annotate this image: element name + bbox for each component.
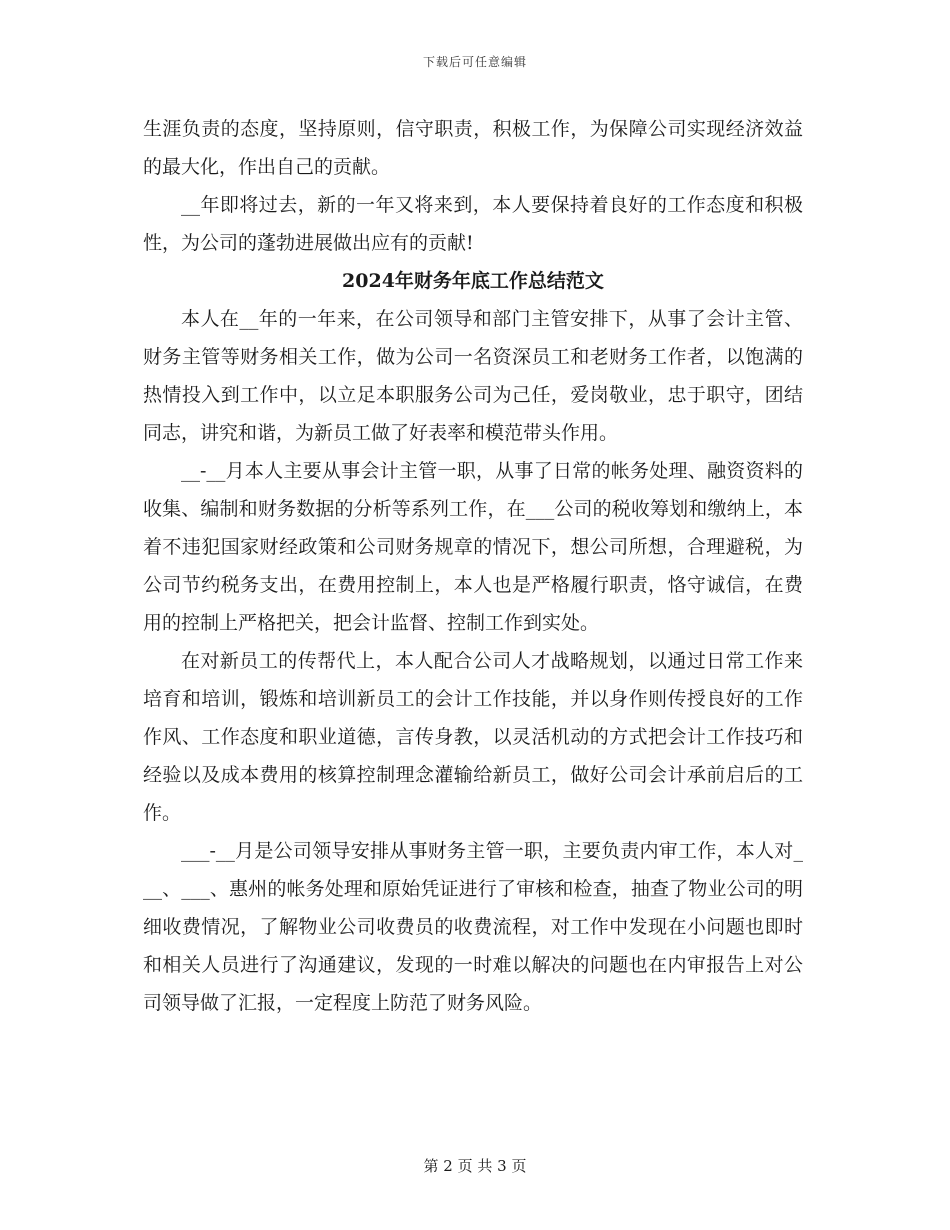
paragraph-closing: __年即将过去，新的一年又将来到，本人要保持着良好的工作态度和积极性，为公司的蓬勃进展做出应有的贡献! bbox=[143, 194, 803, 254]
page-header-note: 下载后可任意编辑 bbox=[422, 55, 527, 69]
page-number-footer: 第 2 页 共 3 页 bbox=[423, 1157, 527, 1175]
paragraph-continued: 生涯负责的态度，坚持原则，信守职责，积极工作，为保障公司实现经济效益的最大化，作出自己的贡献。 bbox=[143, 118, 803, 178]
document-body bbox=[143, 110, 803, 1022]
paragraph-training: 在对新员工的传帮代上，本人配合公司人才战略规划，以通过日常工作来培育和培训，锻炼和培训新员工的会计工作技能，并以身作则传授良好的工作作风、工作态度和职业道德，言传身教，以灵活机动的方式把会计工作技巧和经验以及成本费用的核算控制理念灌输给新员工，做好公司会计承前启后的工作。 bbox=[143, 650, 803, 824]
section-title: 2024年财务年底工作总结范文 bbox=[342, 270, 604, 292]
paragraph-financial-supervisor: ___-__月是公司领导安排从事财务主管一职，主要负责内审工作，本人对___、___、惠州的帐务处理和原始凭证进行了审核和检查，抽查了物业公司的明细收费情况，了解物业公司收费员的收费流程，对工作中发现在小问题也即时和相关人员进行了沟通建议，发现的一时难以解决的问题也在内审报告上对公司领导做了汇报，一定程度上防范了财务风险。 bbox=[143, 840, 803, 1014]
paragraph-accounting-supervisor: __-__月本人主要从事会计主管一职，从事了日常的帐务处理、融资资料的收集、编制和财务数据的分析等系列工作，在___公司的税收筹划和缴纳上，本着不违犯国家财经政策和公司财务规章的情况下，想公司所想，合理避税，为公司节约税务支出，在费用控制上，本人也是严格履行职责，恪守诚信，在费用的控制上严格把关，把会计监督、控制工作到实处。 bbox=[143, 460, 803, 634]
paragraph-intro: 本人在__年的一年来，在公司领导和部门主管安排下，从事了会计主管、财务主管等财务相关工作，做为公司一名资深员工和老财务工作者，以饱满的热情投入到工作中，以立足本职服务公司为己任，爱岗敬业，忠于职守，团结同志，讲究和谐，为新员工做了好表率和模范带头作用。 bbox=[143, 308, 803, 444]
